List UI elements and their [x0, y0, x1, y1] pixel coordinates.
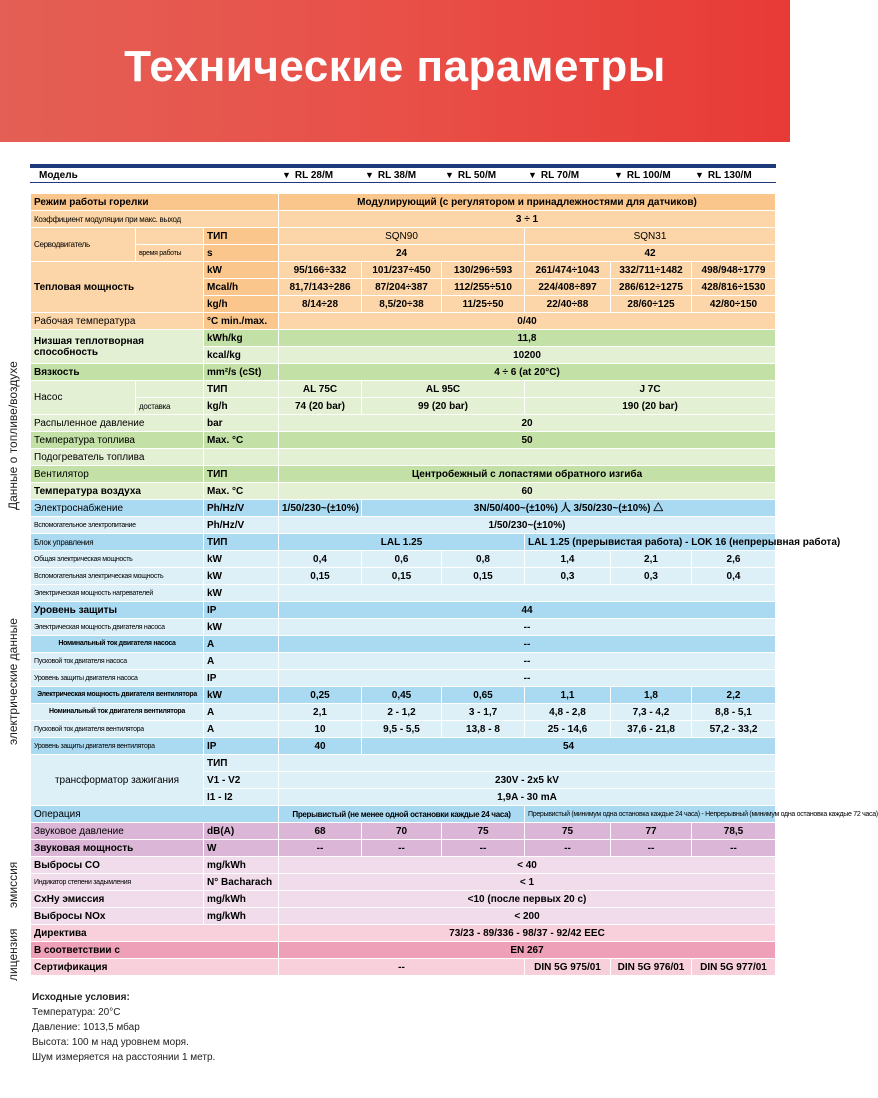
- row-pumpstart: Пусковой ток двигателя насоса A --: [31, 653, 776, 670]
- model-cell: ▼ RL 100/M: [611, 166, 692, 183]
- row-mode: Режим работы горелки Модулирующий (с регулятором и принадлежностями для датчиков): [31, 194, 776, 211]
- chevron-down-icon: ▼: [695, 169, 704, 180]
- row-nox: Выбросы NOx mg/kWh < 200: [31, 908, 776, 925]
- model-cell: ▼ RL 130/M: [692, 166, 776, 183]
- notes-line: Шум измеряется на расстоянии 1 метр.: [32, 1052, 216, 1063]
- notes-line: Температура: 20°C: [32, 1007, 121, 1018]
- row-auxel: Вспомогательная электрическая мощность kW 0,15 0,15 0,15 0,3 0,3 0,4: [31, 568, 776, 585]
- row-airtemp: Температура воздуха Max. °C 60: [31, 483, 776, 500]
- notes-line: Давление: 1013,5 мбар: [32, 1022, 140, 1033]
- side-label-emission: эмиссия: [6, 861, 20, 908]
- row-pump-type: Насос ТИП AL 75C AL 95C J 7C: [31, 381, 776, 398]
- row-heater: Подогреватель топлива: [31, 449, 776, 466]
- header-banner: [0, 0, 790, 142]
- row-pumpprot: Уровень защиты двигателя насоса IP --: [31, 670, 776, 687]
- model-cell: ▼ RL 70/M: [525, 166, 611, 183]
- row-soundpow: Звуковая мощность W -- -- -- -- -- --: [31, 840, 776, 857]
- row-co: Выбросы CO mg/kWh < 40: [31, 857, 776, 874]
- row-servo-type: Серводвигатель ТИП SQN90 SQN31: [31, 228, 776, 245]
- side-label-electric: электрические данные: [6, 618, 20, 745]
- row-trans-v: V1 - V2 230V - 2x5 kV: [31, 772, 776, 789]
- row-cert: Сертификация -- DIN 5G 975/01 DIN 5G 976/01 DIN 5G 977/01: [31, 959, 776, 976]
- row-trans-i: I1 - I2 1,9A - 30 mA: [31, 789, 776, 806]
- model-cell: ▼ RL 28/M: [279, 166, 362, 183]
- row-visc: Вязкость mm²/s (cSt) 4 ÷ 6 (at 20°C): [31, 364, 776, 381]
- row-fanpow: Электрическая мощность двигателя вентилятора kW 0,25 0,45 0,65 1,1 1,8 2,2: [31, 687, 776, 704]
- spacer-row: [31, 183, 776, 194]
- row-heat-kgh: kg/h 8/14÷28 8,5/20÷38 11/25÷50 22/40÷88 28/60÷125 42/80÷150: [31, 296, 776, 313]
- model-cell: ▼ RL 38/M: [362, 166, 442, 183]
- row-pumpcur: Номинальный ток двигателя насоса A --: [31, 636, 776, 653]
- row-fancur: Номинальный ток двигателя вентилятора A 2,1 2 - 1,2 3 - 1,7 4,8 - 2,8 7,3 - 4,2 8,8 - 5,1: [31, 704, 776, 721]
- notes-title: Исходные условия:: [32, 992, 130, 1003]
- row-worktemp: Рабочая температура °C min./max. 0/40: [31, 313, 776, 330]
- row-heat-kw: Тепловая мощность kW 95/166÷332 101/237÷450 130/296÷593 261/474÷1043 332/711÷1482 498/948÷1779: [31, 262, 776, 279]
- row-trans-type: трансформатор зажигания ТИП: [31, 755, 776, 772]
- row-servo-time: время работы s 24 42: [31, 245, 776, 262]
- row-lhv-1: Низшая теплотворная способность kWh/kg 11,8: [31, 330, 776, 347]
- chevron-down-icon: ▼: [614, 169, 623, 180]
- row-conform: В соответствии с EN 267: [31, 942, 776, 959]
- model-cell: ▼ RL 50/M: [442, 166, 525, 183]
- row-totpower: Общая электрическая мощность kW 0,4 0,6 0,8 1,4 2,1 2,6: [31, 551, 776, 568]
- page-title: Технические параметры: [124, 42, 666, 91]
- row-noise: Звуковое давление dB(A) 68 70 75 75 77 78,5: [31, 823, 776, 840]
- notes-line: Высота: 100 м над уровнем моря.: [32, 1037, 189, 1048]
- row-heaterpow: Электрическая мощность нагревателей kW: [31, 585, 776, 602]
- row-fan: Вентилятор ТИП Центробежный с лопастями обратного изгиба: [31, 466, 776, 483]
- row-power: Электроснабжение Ph/Hz/V 1/50/230~(±10%) 3N/50/400~(±10%) 人 3/50/230~(±10%) △: [31, 500, 776, 517]
- row-smoke: Индикатор степени задымления N° Bacharach < 1: [31, 874, 776, 891]
- row-fanstart: Пусковой ток двигателя вентилятора A 10 9,5 - 5,5 13,8 - 8 25 - 14,6 37,6 - 21,8 57,2 - 33,2: [31, 721, 776, 738]
- row-fanprot: Уровень защиты двигателя вентилятора IP 40 54: [31, 738, 776, 755]
- chevron-down-icon: ▼: [445, 169, 454, 180]
- chevron-down-icon: ▼: [282, 169, 291, 180]
- chevron-down-icon: ▼: [365, 169, 374, 180]
- row-heat-mcal: Mcal/h 81,7/143÷286 87/204÷387 112/255÷510 224/408÷897 286/612÷1275 428/816÷1530: [31, 279, 776, 296]
- chevron-down-icon: ▼: [528, 169, 537, 180]
- row-modcoef: Коэффициент модуляции при макс. выход 3 ÷ 1: [31, 211, 776, 228]
- row-protect: Уровень защиты IP 44: [31, 602, 776, 619]
- row-oper: Операция Прерывистый (не менее одной остановки каждые 24 часа) Прерывистый (минимум одна остановка каждые 24 часа) - Непрерывный (минимум одна остановка каждые 72 часа): [31, 806, 776, 823]
- row-control: Блок управления ТИП LAL 1.25 LAL 1.25 (прерывистая работа) - LOK 16 (непрерывная работа): [31, 534, 776, 551]
- row-pump-delivery: доставка kg/h 74 (20 bar) 99 (20 bar) 190 (20 bar): [31, 398, 776, 415]
- row-auxpower: Вспомогательное электропитание Ph/Hz/V 1/50/230~(±10%): [31, 517, 776, 534]
- side-label-license: лицензия: [6, 928, 20, 981]
- row-directive: Директива 73/23 - 89/336 - 98/37 - 92/42 EEC: [31, 925, 776, 942]
- row-fueltemp: Температура топлива Max. °C 50: [31, 432, 776, 449]
- row-atom: Распыленное давление bar 20: [31, 415, 776, 432]
- row-pumppow: Электрическая мощность двигателя насоса kW --: [31, 619, 776, 636]
- reference-conditions: [32, 990, 215, 1065]
- row-cxhy: CxHy эмиссия mg/kWh <10 (после первых 20 с): [31, 891, 776, 908]
- model-label: Модель: [31, 166, 279, 183]
- model-row: [31, 166, 776, 183]
- spec-table: [30, 164, 878, 976]
- side-label-fuel: Данные о топливе/воздухе: [6, 361, 20, 510]
- row-lhv-2: kcal/kg 10200: [31, 347, 776, 364]
